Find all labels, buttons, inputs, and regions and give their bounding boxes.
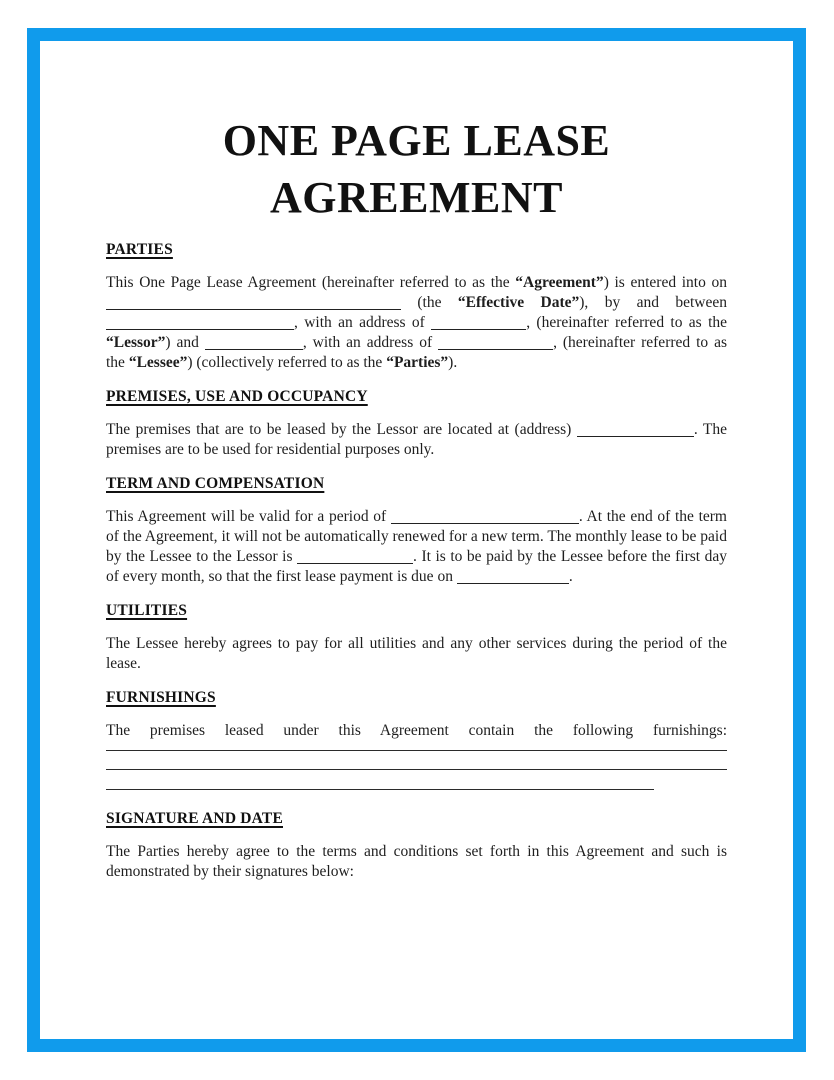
text-segment: , (hereinafter referred to as the	[106, 334, 728, 371]
text-segment: ) and	[165, 334, 205, 351]
term-heading: TERM AND COMPENSATION	[106, 475, 325, 492]
fill-in-blank-effective-date	[106, 294, 401, 310]
utilities-paragraph: The Lessee hereby agrees to pay for all utilities and any other services during the period of the lease.	[106, 635, 727, 672]
furnishings-write-in-line	[106, 789, 654, 790]
text-segment: ) is entered into on	[603, 274, 727, 291]
section-signature	[106, 811, 727, 882]
text-segment: ), by and between	[579, 294, 727, 311]
text-segment: , with an address of	[294, 314, 432, 331]
text-segment: This One Page Lease Agreement (hereinafter referred to as the	[106, 274, 516, 291]
utilities-heading: UTILITIES	[106, 602, 188, 619]
title-line-1: ONE PAGE LEASE	[222, 116, 611, 165]
bold-term-agreement: “Agreement”	[515, 274, 604, 291]
section-parties	[106, 242, 727, 373]
fill-in-blank-lessee-name	[205, 334, 303, 350]
text-segment: The premises that are to be leased by the Lessor are located at (address)	[106, 421, 577, 438]
furnishings-write-in-line	[106, 769, 727, 770]
premises-heading: PREMISES, USE AND OCCUPANCY	[106, 388, 368, 405]
bold-term-parties: “Parties”	[386, 354, 449, 371]
text-segment: . The premises are to be used for residential purposes only.	[106, 421, 727, 458]
text-segment: . It is to be paid by the Lessee before the first day of every month, so that the first lease payment is due on	[106, 548, 728, 585]
bold-term-lessee: “Lessee”	[128, 354, 188, 371]
furnishings-paragraph: The premises leased under this Agreement contain the following furnishings:	[106, 722, 727, 739]
text-segment: .	[568, 568, 573, 585]
fill-in-blank-premises-address	[577, 421, 694, 437]
text-segment: This Agreement will be valid for a period of	[106, 508, 391, 525]
signature-paragraph: The Parties hereby agree to the terms and conditions set forth in this Agreement and such is demonstrated by their signatures below:	[106, 843, 727, 880]
page-border	[27, 28, 806, 1052]
fill-in-blank-term-period	[391, 508, 579, 524]
fill-in-blank-lessor-name	[106, 314, 294, 330]
furnishings-heading: FURNISHINGS	[106, 689, 216, 706]
fill-in-blank-monthly-lease	[297, 548, 413, 564]
section-utilities	[106, 603, 727, 674]
section-term	[106, 476, 727, 587]
bold-term-lessor: “Lessor”	[106, 334, 166, 351]
premises-paragraph	[106, 420, 727, 460]
furnishings-write-in-line	[106, 750, 727, 751]
text-segment: ).	[448, 354, 458, 371]
parties-heading: PARTIES	[106, 241, 173, 258]
fill-in-blank-lessee-address	[438, 334, 553, 350]
text-segment: . At the end of the term of the Agreement, it will not be automatically renewed for a new term. The monthly lease to be paid by the Lessee to the Lessor is	[106, 508, 727, 565]
bold-term-effective-date: “Effective Date”	[457, 294, 580, 311]
signature-heading: SIGNATURE AND DATE	[106, 810, 283, 827]
text-segment: (the	[401, 294, 458, 311]
section-furnishings	[106, 690, 727, 790]
text-segment: , with an address of	[302, 334, 439, 351]
title-line-2: AGREEMENT	[270, 173, 563, 222]
document-title	[106, 112, 727, 226]
text-segment: , (hereinafter referred to as the	[526, 314, 727, 331]
parties-paragraph	[106, 273, 727, 373]
term-paragraph	[106, 507, 727, 587]
text-segment: ) (collectively referred to as the	[187, 354, 387, 371]
fill-in-blank-lessor-address	[431, 314, 526, 330]
document-content	[40, 41, 793, 882]
fill-in-blank-first-payment-date	[457, 568, 569, 584]
section-premises	[106, 389, 727, 460]
